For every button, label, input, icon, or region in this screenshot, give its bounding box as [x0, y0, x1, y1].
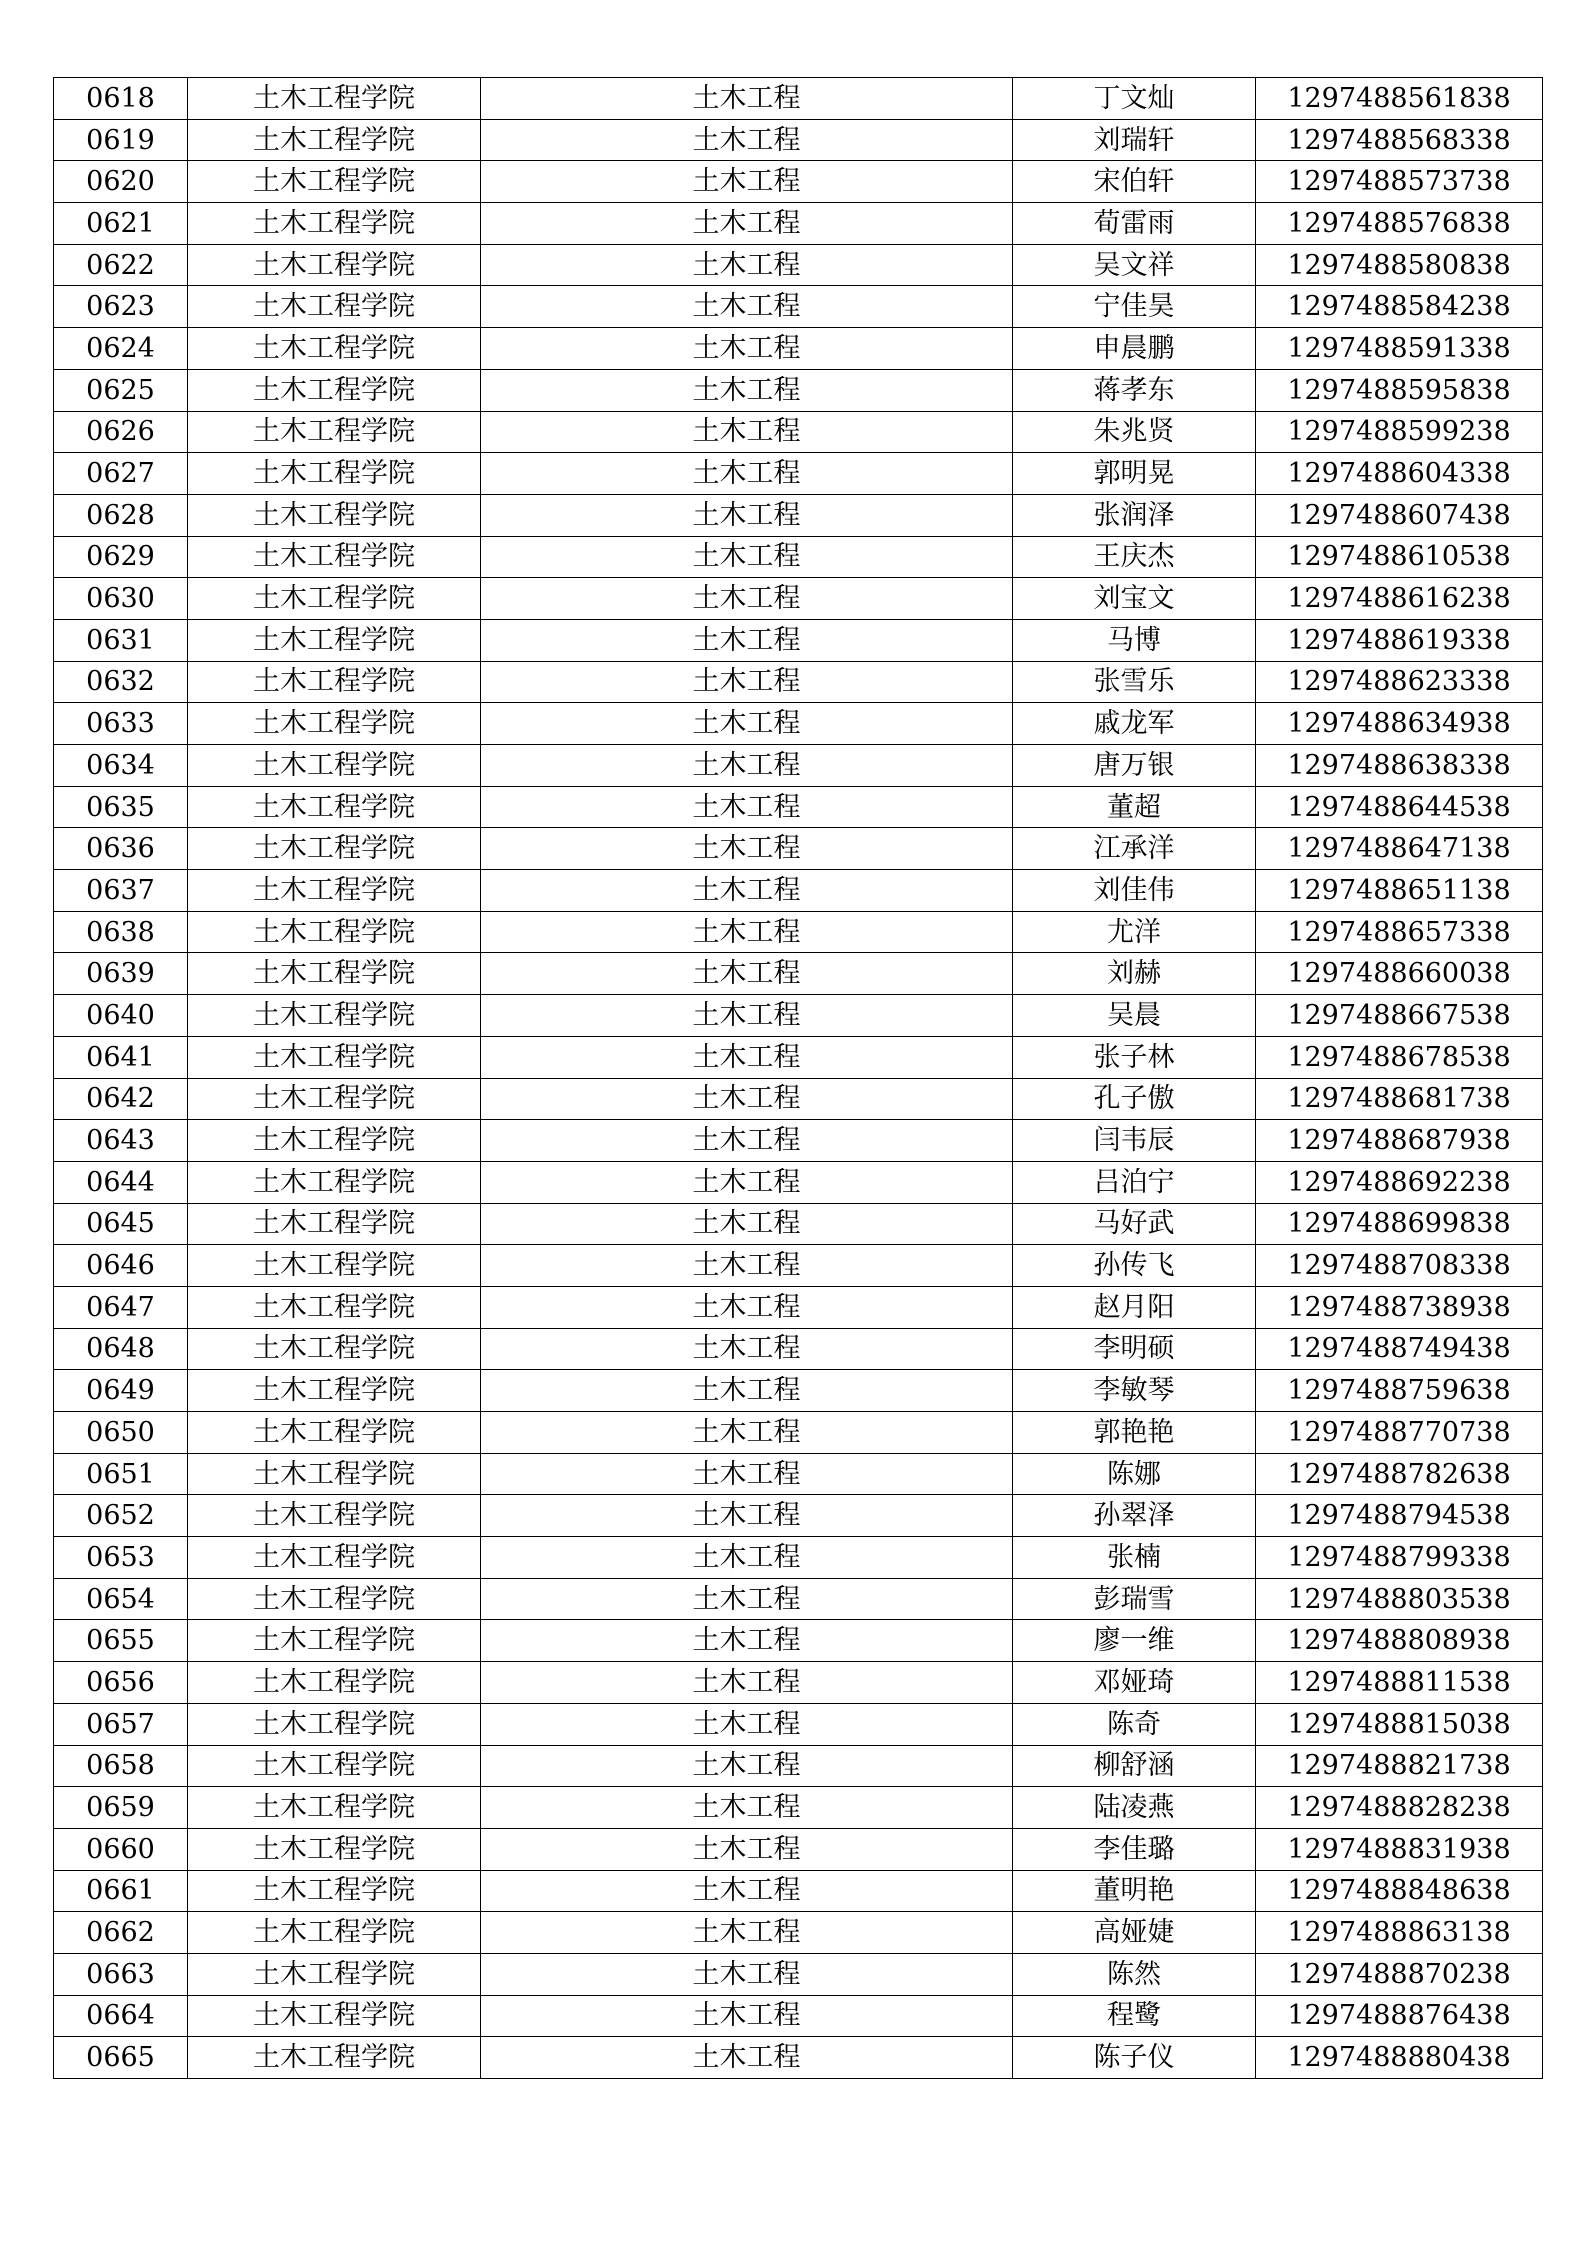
college-cell: 土木工程学院 [188, 536, 481, 578]
major-cell: 土木工程 [481, 1662, 1013, 1704]
student-name-cell: 戚龙军 [1013, 703, 1256, 745]
student-id-cell: 1297488699838 [1256, 1203, 1543, 1245]
row-number-cell: 0628 [54, 494, 188, 536]
row-number-cell: 0647 [54, 1286, 188, 1328]
student-name-cell: 朱兆贤 [1013, 411, 1256, 453]
row-number-cell: 0652 [54, 1495, 188, 1537]
student-id-cell: 1297488687938 [1256, 1120, 1543, 1162]
major-cell: 土木工程 [481, 203, 1013, 245]
major-cell: 土木工程 [481, 911, 1013, 953]
student-name-cell: 张楠 [1013, 1537, 1256, 1579]
row-number-cell: 0641 [54, 1036, 188, 1078]
table-row [54, 1662, 1543, 1704]
student-name-cell: 刘佳伟 [1013, 870, 1256, 912]
college-cell: 土木工程学院 [188, 1078, 481, 1120]
table-row [54, 1703, 1543, 1745]
student-name-cell: 董超 [1013, 786, 1256, 828]
table-row [54, 119, 1543, 161]
table-row [54, 494, 1543, 536]
student-name-cell: 申晨鹏 [1013, 328, 1256, 370]
row-number-cell: 0623 [54, 286, 188, 328]
row-number-cell: 0624 [54, 328, 188, 370]
college-cell: 土木工程学院 [188, 745, 481, 787]
college-cell: 土木工程学院 [188, 244, 481, 286]
major-cell: 土木工程 [481, 995, 1013, 1037]
college-cell: 土木工程学院 [188, 328, 481, 370]
table-row [54, 953, 1543, 995]
table-row [54, 870, 1543, 912]
table-row [54, 453, 1543, 495]
college-cell: 土木工程学院 [188, 453, 481, 495]
college-cell: 土木工程学院 [188, 1870, 481, 1912]
college-cell: 土木工程学院 [188, 78, 481, 120]
row-number-cell: 0644 [54, 1161, 188, 1203]
student-name-cell: 宁佳昊 [1013, 286, 1256, 328]
student-name-cell: 宋伯轩 [1013, 161, 1256, 203]
college-cell: 土木工程学院 [188, 1370, 481, 1412]
student-id-cell: 1297488584238 [1256, 286, 1543, 328]
student-name-cell: 陈然 [1013, 1953, 1256, 1995]
roster-table [53, 77, 1543, 2079]
table-row [54, 1787, 1543, 1829]
major-cell: 土木工程 [481, 703, 1013, 745]
table-row [54, 161, 1543, 203]
college-cell: 土木工程学院 [188, 369, 481, 411]
table-row [54, 995, 1543, 1037]
student-id-cell: 1297488634938 [1256, 703, 1543, 745]
major-cell: 土木工程 [481, 578, 1013, 620]
college-cell: 土木工程学院 [188, 1495, 481, 1537]
table-row [54, 1078, 1543, 1120]
college-cell: 土木工程学院 [188, 286, 481, 328]
major-cell: 土木工程 [481, 328, 1013, 370]
row-number-cell: 0655 [54, 1620, 188, 1662]
table-row [54, 2037, 1543, 2079]
college-cell: 土木工程学院 [188, 1828, 481, 1870]
student-id-cell: 1297488863138 [1256, 1912, 1543, 1954]
student-name-cell: 赵月阳 [1013, 1286, 1256, 1328]
college-cell: 土木工程学院 [188, 1120, 481, 1162]
college-cell: 土木工程学院 [188, 786, 481, 828]
table-row [54, 1120, 1543, 1162]
student-name-cell: 彭瑞雪 [1013, 1578, 1256, 1620]
table-row [54, 1203, 1543, 1245]
major-cell: 土木工程 [481, 453, 1013, 495]
college-cell: 土木工程学院 [188, 494, 481, 536]
major-cell: 土木工程 [481, 119, 1013, 161]
student-name-cell: 李明硕 [1013, 1328, 1256, 1370]
college-cell: 土木工程学院 [188, 953, 481, 995]
student-name-cell: 唐万银 [1013, 745, 1256, 787]
row-number-cell: 0662 [54, 1912, 188, 1954]
table-row [54, 661, 1543, 703]
row-number-cell: 0639 [54, 953, 188, 995]
college-cell: 土木工程学院 [188, 161, 481, 203]
student-name-cell: 江承洋 [1013, 828, 1256, 870]
student-id-cell: 1297488599238 [1256, 411, 1543, 453]
student-name-cell: 刘赫 [1013, 953, 1256, 995]
student-name-cell: 孙翠泽 [1013, 1495, 1256, 1537]
table-row [54, 1161, 1543, 1203]
major-cell: 土木工程 [481, 661, 1013, 703]
table-row [54, 244, 1543, 286]
student-id-cell: 1297488610538 [1256, 536, 1543, 578]
row-number-cell: 0632 [54, 661, 188, 703]
table-row [54, 78, 1543, 120]
table-row [54, 411, 1543, 453]
student-id-cell: 1297488657338 [1256, 911, 1543, 953]
major-cell: 土木工程 [481, 1578, 1013, 1620]
major-cell: 土木工程 [481, 494, 1013, 536]
table-row [54, 1412, 1543, 1454]
major-cell: 土木工程 [481, 244, 1013, 286]
row-number-cell: 0649 [54, 1370, 188, 1412]
major-cell: 土木工程 [481, 1078, 1013, 1120]
student-name-cell: 马好武 [1013, 1203, 1256, 1245]
roster-table-body [54, 78, 1543, 2079]
student-id-cell: 1297488616238 [1256, 578, 1543, 620]
major-cell: 土木工程 [481, 1161, 1013, 1203]
student-id-cell: 1297488782638 [1256, 1453, 1543, 1495]
student-name-cell: 孔子傲 [1013, 1078, 1256, 1120]
row-number-cell: 0622 [54, 244, 188, 286]
student-id-cell: 1297488667538 [1256, 995, 1543, 1037]
college-cell: 土木工程学院 [188, 619, 481, 661]
student-id-cell: 1297488808938 [1256, 1620, 1543, 1662]
row-number-cell: 0625 [54, 369, 188, 411]
student-id-cell: 1297488880438 [1256, 2037, 1543, 2079]
table-row [54, 1537, 1543, 1579]
student-name-cell: 王庆杰 [1013, 536, 1256, 578]
major-cell: 土木工程 [481, 1328, 1013, 1370]
college-cell: 土木工程学院 [188, 1703, 481, 1745]
row-number-cell: 0629 [54, 536, 188, 578]
student-name-cell: 丁文灿 [1013, 78, 1256, 120]
table-row [54, 1328, 1543, 1370]
student-name-cell: 廖一维 [1013, 1620, 1256, 1662]
student-id-cell: 1297488759638 [1256, 1370, 1543, 1412]
college-cell: 土木工程学院 [188, 1745, 481, 1787]
student-id-cell: 1297488749438 [1256, 1328, 1543, 1370]
major-cell: 土木工程 [481, 411, 1013, 453]
student-id-cell: 1297488692238 [1256, 1161, 1543, 1203]
major-cell: 土木工程 [481, 1412, 1013, 1454]
major-cell: 土木工程 [481, 1286, 1013, 1328]
table-row [54, 1370, 1543, 1412]
row-number-cell: 0640 [54, 995, 188, 1037]
college-cell: 土木工程学院 [188, 1036, 481, 1078]
student-name-cell: 陆凌燕 [1013, 1787, 1256, 1829]
student-id-cell: 1297488876438 [1256, 1995, 1543, 2037]
student-name-cell: 程鹭 [1013, 1995, 1256, 2037]
major-cell: 土木工程 [481, 1495, 1013, 1537]
table-row [54, 286, 1543, 328]
student-name-cell: 刘瑞轩 [1013, 119, 1256, 161]
student-name-cell: 闫韦辰 [1013, 1120, 1256, 1162]
row-number-cell: 0630 [54, 578, 188, 620]
student-id-cell: 1297488591338 [1256, 328, 1543, 370]
college-cell: 土木工程学院 [188, 1537, 481, 1579]
college-cell: 土木工程学院 [188, 995, 481, 1037]
major-cell: 土木工程 [481, 1703, 1013, 1745]
major-cell: 土木工程 [481, 1620, 1013, 1662]
row-number-cell: 0661 [54, 1870, 188, 1912]
table-row [54, 786, 1543, 828]
student-name-cell: 张子林 [1013, 1036, 1256, 1078]
row-number-cell: 0651 [54, 1453, 188, 1495]
major-cell: 土木工程 [481, 1953, 1013, 1995]
row-number-cell: 0637 [54, 870, 188, 912]
student-name-cell: 马博 [1013, 619, 1256, 661]
major-cell: 土木工程 [481, 1120, 1013, 1162]
major-cell: 土木工程 [481, 870, 1013, 912]
major-cell: 土木工程 [481, 1787, 1013, 1829]
table-row [54, 536, 1543, 578]
student-name-cell: 李佳璐 [1013, 1828, 1256, 1870]
student-id-cell: 1297488607438 [1256, 494, 1543, 536]
college-cell: 土木工程学院 [188, 1328, 481, 1370]
major-cell: 土木工程 [481, 1912, 1013, 1954]
major-cell: 土木工程 [481, 745, 1013, 787]
table-row [54, 578, 1543, 620]
student-name-cell: 刘宝文 [1013, 578, 1256, 620]
table-row [54, 1828, 1543, 1870]
student-name-cell: 高娅婕 [1013, 1912, 1256, 1954]
student-id-cell: 1297488770738 [1256, 1412, 1543, 1454]
major-cell: 土木工程 [481, 1453, 1013, 1495]
table-row [54, 328, 1543, 370]
student-id-cell: 1297488848638 [1256, 1870, 1543, 1912]
table-row [54, 1453, 1543, 1495]
row-number-cell: 0635 [54, 786, 188, 828]
row-number-cell: 0643 [54, 1120, 188, 1162]
row-number-cell: 0658 [54, 1745, 188, 1787]
row-number-cell: 0659 [54, 1787, 188, 1829]
college-cell: 土木工程学院 [188, 870, 481, 912]
major-cell: 土木工程 [481, 828, 1013, 870]
college-cell: 土木工程学院 [188, 1578, 481, 1620]
student-id-cell: 1297488821738 [1256, 1745, 1543, 1787]
college-cell: 土木工程学院 [188, 1995, 481, 2037]
college-cell: 土木工程学院 [188, 119, 481, 161]
row-number-cell: 0620 [54, 161, 188, 203]
college-cell: 土木工程学院 [188, 203, 481, 245]
row-number-cell: 0660 [54, 1828, 188, 1870]
student-id-cell: 1297488799338 [1256, 1537, 1543, 1579]
student-id-cell: 1297488647138 [1256, 828, 1543, 870]
table-row [54, 1870, 1543, 1912]
student-id-cell: 1297488638338 [1256, 745, 1543, 787]
college-cell: 土木工程学院 [188, 1620, 481, 1662]
major-cell: 土木工程 [481, 1870, 1013, 1912]
major-cell: 土木工程 [481, 1203, 1013, 1245]
row-number-cell: 0631 [54, 619, 188, 661]
row-number-cell: 0645 [54, 1203, 188, 1245]
table-row [54, 828, 1543, 870]
row-number-cell: 0626 [54, 411, 188, 453]
student-id-cell: 1297488561838 [1256, 78, 1543, 120]
major-cell: 土木工程 [481, 536, 1013, 578]
college-cell: 土木工程学院 [188, 1286, 481, 1328]
major-cell: 土木工程 [481, 1537, 1013, 1579]
college-cell: 土木工程学院 [188, 1953, 481, 1995]
row-number-cell: 0642 [54, 1078, 188, 1120]
table-row [54, 1036, 1543, 1078]
table-row [54, 203, 1543, 245]
student-id-cell: 1297488708338 [1256, 1245, 1543, 1287]
table-row [54, 911, 1543, 953]
student-name-cell: 蒋孝东 [1013, 369, 1256, 411]
row-number-cell: 0653 [54, 1537, 188, 1579]
college-cell: 土木工程学院 [188, 1203, 481, 1245]
student-id-cell: 1297488794538 [1256, 1495, 1543, 1537]
student-id-cell: 1297488619338 [1256, 619, 1543, 661]
major-cell: 土木工程 [481, 786, 1013, 828]
table-row [54, 1495, 1543, 1537]
student-name-cell: 董明艳 [1013, 1870, 1256, 1912]
major-cell: 土木工程 [481, 161, 1013, 203]
table-row [54, 1745, 1543, 1787]
major-cell: 土木工程 [481, 78, 1013, 120]
major-cell: 土木工程 [481, 286, 1013, 328]
student-id-cell: 1297488811538 [1256, 1662, 1543, 1704]
college-cell: 土木工程学院 [188, 1662, 481, 1704]
student-id-cell: 1297488828238 [1256, 1787, 1543, 1829]
student-id-cell: 1297488623338 [1256, 661, 1543, 703]
table-row [54, 703, 1543, 745]
student-id-cell: 1297488738938 [1256, 1286, 1543, 1328]
student-id-cell: 1297488815038 [1256, 1703, 1543, 1745]
table-row [54, 1953, 1543, 1995]
major-cell: 土木工程 [481, 1370, 1013, 1412]
table-row [54, 1245, 1543, 1287]
student-name-cell: 郭艳艳 [1013, 1412, 1256, 1454]
student-id-cell: 1297488576838 [1256, 203, 1543, 245]
college-cell: 土木工程学院 [188, 2037, 481, 2079]
college-cell: 土木工程学院 [188, 578, 481, 620]
student-name-cell: 张雪乐 [1013, 661, 1256, 703]
table-row [54, 619, 1543, 661]
table-row [54, 745, 1543, 787]
college-cell: 土木工程学院 [188, 1912, 481, 1954]
row-number-cell: 0636 [54, 828, 188, 870]
major-cell: 土木工程 [481, 1745, 1013, 1787]
major-cell: 土木工程 [481, 1828, 1013, 1870]
student-name-cell: 郭明晃 [1013, 453, 1256, 495]
row-number-cell: 0664 [54, 1995, 188, 2037]
college-cell: 土木工程学院 [188, 1787, 481, 1829]
student-name-cell: 陈奇 [1013, 1703, 1256, 1745]
table-row [54, 1995, 1543, 2037]
college-cell: 土木工程学院 [188, 1412, 481, 1454]
table-row [54, 1620, 1543, 1662]
major-cell: 土木工程 [481, 619, 1013, 661]
student-id-cell: 1297488678538 [1256, 1036, 1543, 1078]
student-name-cell: 陈娜 [1013, 1453, 1256, 1495]
student-id-cell: 1297488644538 [1256, 786, 1543, 828]
student-id-cell: 1297488803538 [1256, 1578, 1543, 1620]
table-row [54, 1578, 1543, 1620]
major-cell: 土木工程 [481, 2037, 1013, 2079]
student-name-cell: 吕泊宁 [1013, 1161, 1256, 1203]
student-id-cell: 1297488651138 [1256, 870, 1543, 912]
row-number-cell: 0634 [54, 745, 188, 787]
student-id-cell: 1297488568338 [1256, 119, 1543, 161]
major-cell: 土木工程 [481, 1245, 1013, 1287]
student-name-cell: 李敏琴 [1013, 1370, 1256, 1412]
student-name-cell: 尤洋 [1013, 911, 1256, 953]
major-cell: 土木工程 [481, 369, 1013, 411]
student-id-cell: 1297488580838 [1256, 244, 1543, 286]
student-id-cell: 1297488870238 [1256, 1953, 1543, 1995]
row-number-cell: 0654 [54, 1578, 188, 1620]
college-cell: 土木工程学院 [188, 1161, 481, 1203]
student-name-cell: 邓娅琦 [1013, 1662, 1256, 1704]
table-row [54, 1286, 1543, 1328]
major-cell: 土木工程 [481, 1995, 1013, 2037]
student-name-cell: 荀雷雨 [1013, 203, 1256, 245]
row-number-cell: 0627 [54, 453, 188, 495]
student-id-cell: 1297488681738 [1256, 1078, 1543, 1120]
college-cell: 土木工程学院 [188, 411, 481, 453]
row-number-cell: 0621 [54, 203, 188, 245]
row-number-cell: 0657 [54, 1703, 188, 1745]
student-id-cell: 1297488660038 [1256, 953, 1543, 995]
student-name-cell: 吴晨 [1013, 995, 1256, 1037]
student-id-cell: 1297488573738 [1256, 161, 1543, 203]
student-name-cell: 陈子仪 [1013, 2037, 1256, 2079]
row-number-cell: 0646 [54, 1245, 188, 1287]
row-number-cell: 0648 [54, 1328, 188, 1370]
college-cell: 土木工程学院 [188, 1453, 481, 1495]
row-number-cell: 0618 [54, 78, 188, 120]
row-number-cell: 0656 [54, 1662, 188, 1704]
student-name-cell: 张润泽 [1013, 494, 1256, 536]
student-id-cell: 1297488604338 [1256, 453, 1543, 495]
row-number-cell: 0619 [54, 119, 188, 161]
student-name-cell: 吴文祥 [1013, 244, 1256, 286]
college-cell: 土木工程学院 [188, 911, 481, 953]
table-row [54, 369, 1543, 411]
student-id-cell: 1297488595838 [1256, 369, 1543, 411]
row-number-cell: 0665 [54, 2037, 188, 2079]
row-number-cell: 0650 [54, 1412, 188, 1454]
row-number-cell: 0663 [54, 1953, 188, 1995]
student-name-cell: 孙传飞 [1013, 1245, 1256, 1287]
college-cell: 土木工程学院 [188, 703, 481, 745]
college-cell: 土木工程学院 [188, 1245, 481, 1287]
table-row [54, 1912, 1543, 1954]
student-name-cell: 柳舒涵 [1013, 1745, 1256, 1787]
student-id-cell: 1297488831938 [1256, 1828, 1543, 1870]
major-cell: 土木工程 [481, 1036, 1013, 1078]
major-cell: 土木工程 [481, 953, 1013, 995]
row-number-cell: 0638 [54, 911, 188, 953]
college-cell: 土木工程学院 [188, 661, 481, 703]
college-cell: 土木工程学院 [188, 828, 481, 870]
row-number-cell: 0633 [54, 703, 188, 745]
